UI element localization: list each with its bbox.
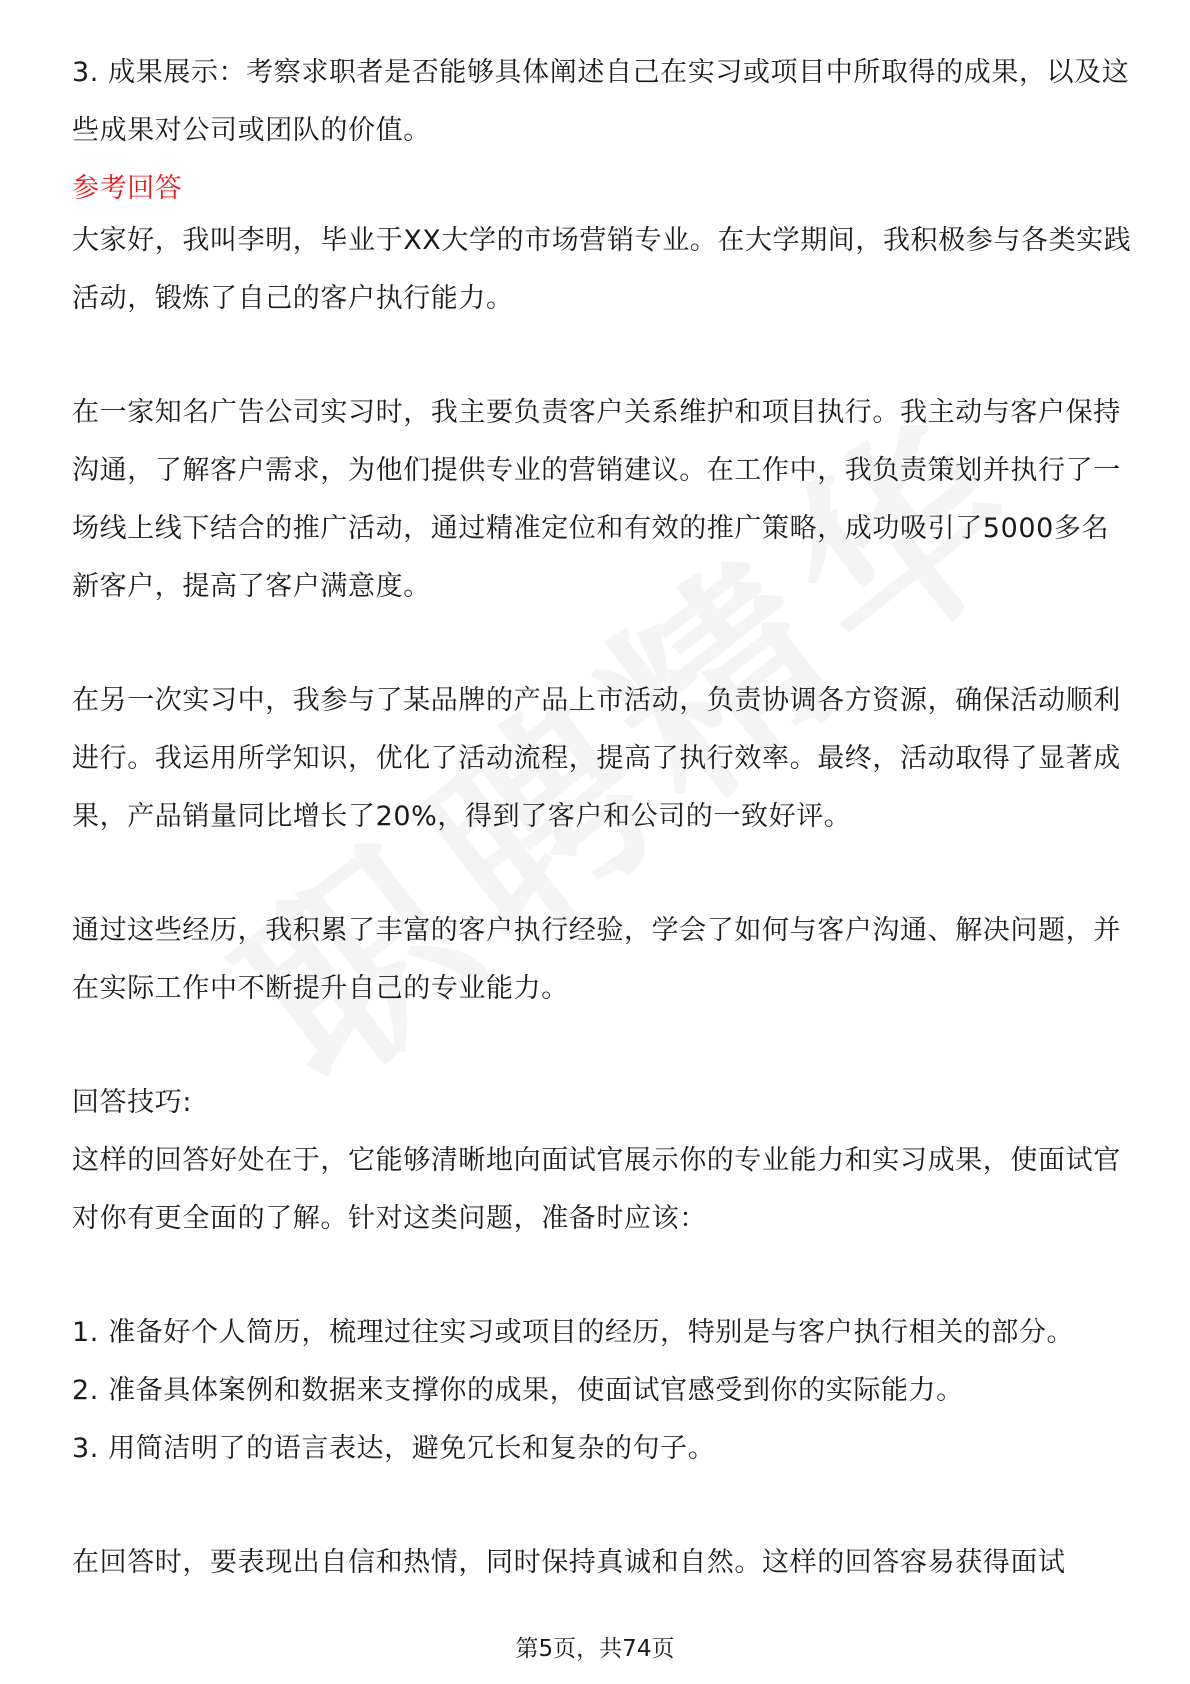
tips-intro: 这样的回答好处在于，它能够清晰地向面试官展示你的专业能力和实习成果，使面试官对你有更全面的了解。针对这类问题，准备时应该： (72, 1145, 1121, 1234)
spacer (72, 1248, 1132, 1304)
spacer (72, 328, 1132, 384)
page-number: 第5页，共74页 (515, 1636, 675, 1662)
spacer (72, 846, 1132, 902)
tips-list-item-1: 1. 准备好个人简历，梳理过往实习或项目的经历，特别是与客户执行相关的部分。 (72, 1317, 1075, 1348)
tips-list-item-3: 3. 用简洁明了的语言表达，避免冗长和复杂的句子。 (72, 1433, 716, 1464)
tips-list-item-2: 2. 准备具体案例和数据来支撑你的成果，使面试官感受到你的实际能力。 (72, 1375, 964, 1406)
answer-heading: 参考回答 (72, 173, 183, 204)
spacer (72, 1478, 1132, 1534)
document-body (72, 44, 1132, 1592)
answer-paragraph-3: 在另一次实习中，我参与了某品牌的产品上市活动，负责协调各方资源，确保活动顺利进行。我运用所学知识，优化了活动流程，提高了执行效率。最终，活动取得了显著成果，产品销量同比增长了20%，得到了客户和公司的一致好评。 (72, 685, 1121, 832)
answer-paragraph-1: 大家好，我叫李明，毕业于XX大学的市场营销专业。在大学期间，我积极参与各类实践活动，锻炼了自己的客户执行能力。 (72, 225, 1132, 314)
spacer (72, 616, 1132, 672)
intro-item: 3. 成果展示：考察求职者是否能够具体阐述自己在实习或项目中所取得的成果，以及这些成果对公司或团队的价值。 (72, 57, 1130, 146)
closing-paragraph: 在回答时，要表现出自信和热情，同时保持真诚和自然。这样的回答容易获得面试 (72, 1547, 1066, 1578)
answer-paragraph-4: 通过这些经历，我积累了丰富的客户执行经验，学会了如何与客户沟通、解决问题，并在实际工作中不断提升自己的专业能力。 (72, 915, 1121, 1004)
tips-heading: 回答技巧: (72, 1087, 193, 1118)
answer-paragraph-2: 在一家知名广告公司实习时，我主要负责客户关系维护和项目执行。我主动与客户保持沟通，了解客户需求，为他们提供专业的营销建议。在工作中，我负责策划并执行了一场线上线下结合的推广活动，通过精准定位和有效的推广策略，成功吸引了5000多名新客户，提高了客户满意度。 (72, 397, 1121, 602)
spacer (72, 1018, 1132, 1074)
